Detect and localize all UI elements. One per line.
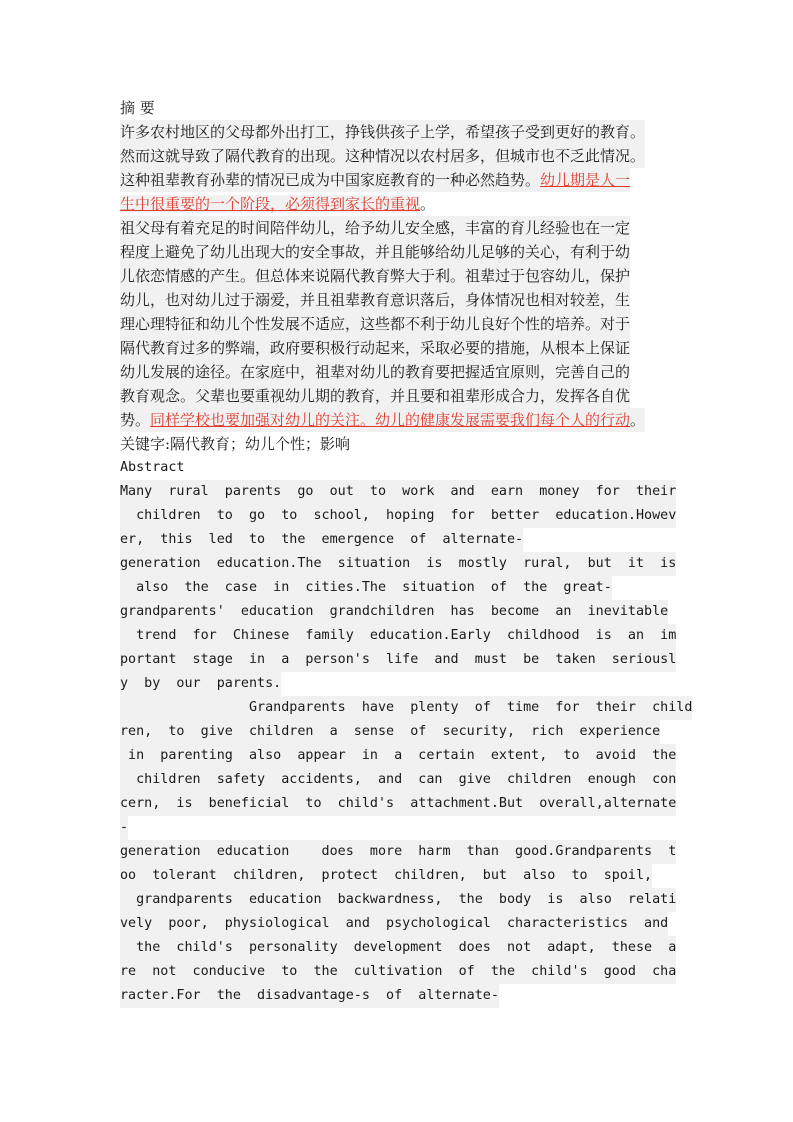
zh-line-9: 理心理特征和幼儿个性发展不适应，这些都不利于幼儿良好个性的培养。对于 xyxy=(120,312,630,336)
zh-highlight-1a: 幼儿期是人一 xyxy=(540,171,631,189)
en-line-13: children safety accidents, and can give children enough con xyxy=(120,768,676,792)
abstract-heading-zh: 摘 要 xyxy=(120,99,155,117)
en-line-2: children to go to school, hoping for better education.Howev xyxy=(120,504,676,528)
en-line-10: Grandparents have plenty of time for their child xyxy=(120,696,692,720)
zh-line-7: 儿依恋情感的产生。但总体来说隔代教育弊大于利。祖辈过于包容幼儿，保护 xyxy=(120,264,630,288)
zh-line-2: 然而这就导致了隔代教育的出现。这种情况以农村居多，但城市也不乏此情况。 xyxy=(120,144,645,168)
en-line-9: y by our parents. xyxy=(120,672,281,696)
en-line-3: er, this led to the emergence of alternate- xyxy=(120,528,523,552)
en-line-4: generation education.The situation is mostly rural, but it is xyxy=(120,552,676,576)
en-line-5: also the case in cities.The situation of the great- xyxy=(120,576,612,600)
en-line-11: ren, to give children a sense of security, rich experience xyxy=(120,720,660,744)
en-line-22: racter.For the disadvantage-s of alternate- xyxy=(120,984,499,1008)
zh-line-13 xyxy=(120,408,645,432)
zh-line-13-text: 势。 xyxy=(120,411,151,429)
zh-line-1: 许多农村地区的父母都外出打工，挣钱供孩子上学，希望孩子受到更好的教育。 xyxy=(120,120,645,144)
keywords-zh: 关键字:隔代教育；幼儿个性；影响 xyxy=(120,435,351,453)
zh-highlight-1b: 生中很重要的一个阶段，必须得到家长的重视 xyxy=(120,195,421,213)
abstract-heading-en: Abstract xyxy=(120,460,185,475)
zh-line-13-end: 。 xyxy=(630,411,646,429)
zh-line-3-text: 这种祖辈教育孙辈的情况已成为中国家庭教育的一种必然趋势。 xyxy=(120,171,541,189)
zh-line-12: 教育观念。父辈也要重视幼儿期的教育，并且要和祖辈形成合力，发挥各自优 xyxy=(120,384,630,408)
en-line-15: - xyxy=(120,816,128,840)
en-line-8: portant stage in a person's life and must be taken seriousl xyxy=(120,648,676,672)
zh-line-4 xyxy=(120,192,435,216)
zh-line-5: 祖父母有着充足的时间陪伴幼儿，给予幼儿安全感，丰富的育儿经验也在一定 xyxy=(120,216,630,240)
zh-line-11: 幼儿发展的途径。在家庭中，祖辈对幼儿的教育要把握适宜原则，完善自己的 xyxy=(120,360,630,384)
zh-line-8: 幼儿，也对幼儿过于溺爱，并且祖辈教育意识落后，身体情况也相对较差，生 xyxy=(120,288,630,312)
en-line-6: grandparents' education grandchildren has become an inevitable xyxy=(120,600,668,624)
en-line-17: oo tolerant children, protect children, but also to spoil, xyxy=(120,864,652,888)
en-line-7: trend for Chinese family education.Early childhood is an im xyxy=(120,624,676,648)
en-line-14: cern, is beneficial to child's attachment.But overall,alternate xyxy=(120,792,676,816)
zh-line-4-end: 。 xyxy=(420,195,436,213)
en-line-19: vely poor, physiological and psychological characteristics and xyxy=(120,912,668,936)
en-line-20: the child's personality development does not adapt, these a xyxy=(120,936,676,960)
en-line-12: in parenting also appear in a certain extent, to avoid the xyxy=(120,744,676,768)
zh-line-6: 程度上避免了幼儿出现大的安全事故，并且能够给幼儿足够的关心，有利于幼 xyxy=(120,240,630,264)
en-line-1: Many rural parents go out to work and earn money for their xyxy=(120,480,676,504)
en-line-21: re not conducive to the cultivation of the child's good cha xyxy=(120,960,676,984)
zh-line-10: 隔代教育过多的弊端，政府要积极行动起来，采取必要的措施，从根本上保证 xyxy=(120,336,630,360)
zh-highlight-2: 同样学校也要加强对幼儿的关注。幼儿的健康发展需要我们每个人的行动 xyxy=(150,411,631,429)
en-line-16: generation education does more harm than good.Grandparents t xyxy=(120,840,676,864)
en-line-18: grandparents education backwardness, the body is also relati xyxy=(120,888,676,912)
zh-line-3 xyxy=(120,168,630,192)
